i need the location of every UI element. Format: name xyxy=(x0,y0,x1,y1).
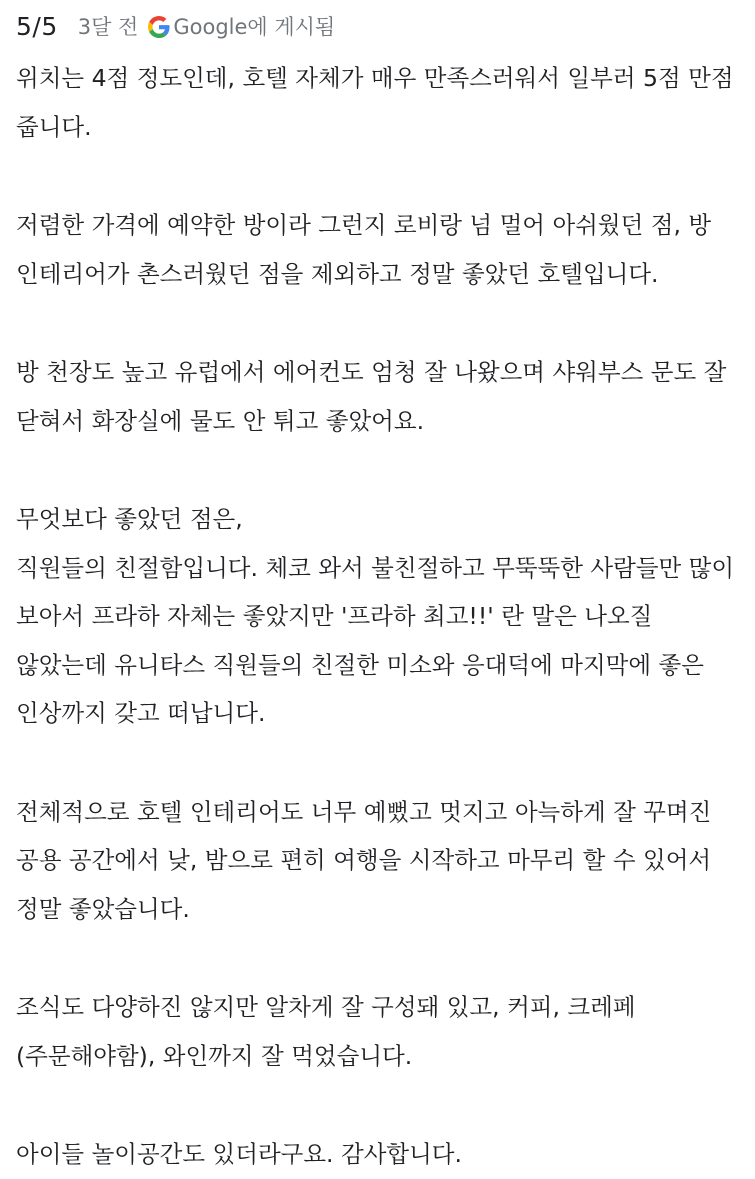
review-paragraph: 조식도 다양하진 않지만 알차게 잘 구성돼 있고, 커피, 크레페 (주문해야함), 와인까지 잘 먹었습니다. xyxy=(16,993,636,1070)
review-timestamp: 3달 전 xyxy=(77,15,139,39)
review-paragraph: 방 천장도 높고 유럽에서 에어컨도 엄청 잘 나왔으며 샤워부스 문도 잘 닫혀서 화장실에 물도 안 튀고 좋았어요. xyxy=(16,358,727,435)
review-paragraph: 위치는 4점 정도인데, 호텔 자체가 매우 만족스러워서 일부러 5점 만점 줍니다. xyxy=(16,64,734,141)
review-header xyxy=(16,0,737,50)
review-paragraph: 아이들 놀이공간도 있더라구요. 감사합니다. xyxy=(16,1140,462,1168)
review-body xyxy=(16,54,737,1179)
google-g-icon xyxy=(148,16,170,38)
review-source-label: Google에 게시됨 xyxy=(173,15,336,39)
review-rating: 5/5 xyxy=(16,11,58,41)
review-paragraph: 무엇보다 좋았던 점은, 직원들의 친절함입니다. 체코 와서 불친절하고 무뚝뚝한 사람들만 많이 보아서 프라하 자체는 좋았지만 '프라하 최고!!' 란 말은 나오질 않았는데 유니타스 직원들의 친절한 미소와 응대덕에 마지막에 좋은 인상까지 갖고 떠납니다. xyxy=(16,505,735,727)
review-paragraph: 전체적으로 호텔 인테리어도 너무 예뻤고 멋지고 아늑하게 잘 꾸며진 공용 공간에서 낮, 밤으로 편히 여행을 시작하고 마무리 할 수 있어서 정말 좋았습니다. xyxy=(16,797,712,923)
review-paragraph: 저렴한 가격에 예약한 방이라 그런지 로비랑 넘 멀어 아쉬웠던 점, 방 인테리어가 촌스러웠던 점을 제외하고 정말 좋았던 호텔입니다. xyxy=(16,211,712,288)
